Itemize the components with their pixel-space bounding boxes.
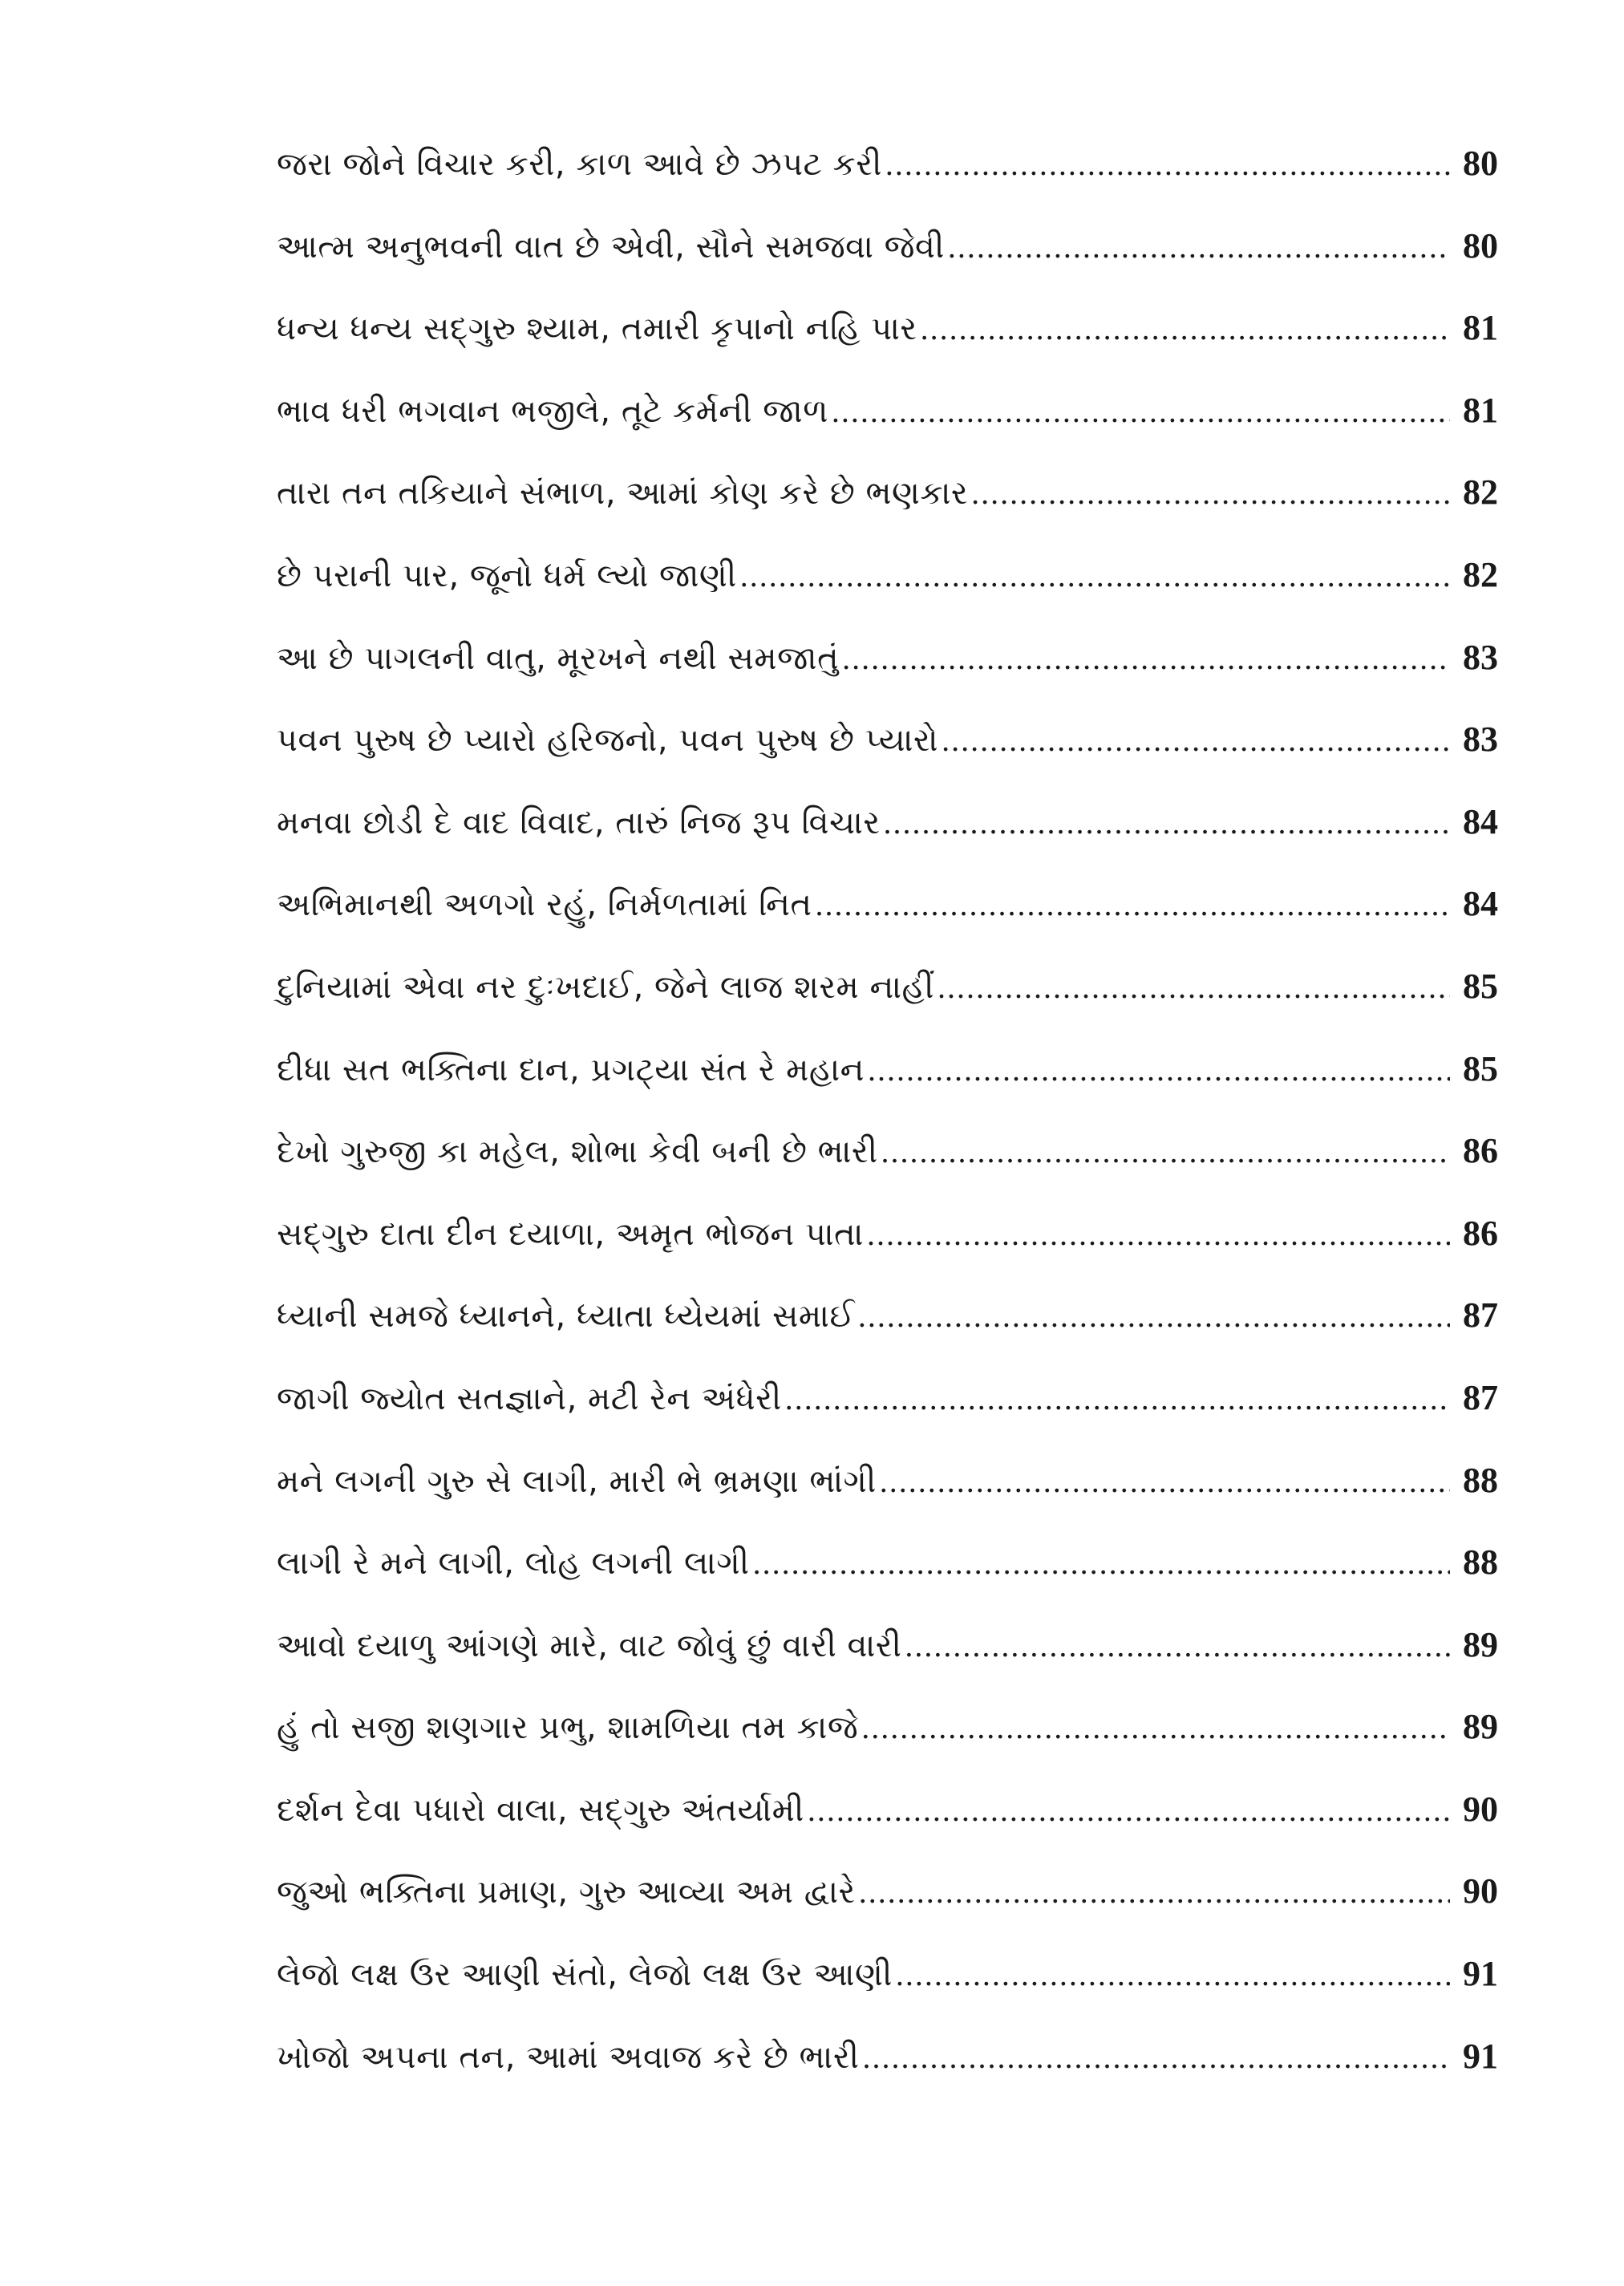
dot-leader bbox=[971, 464, 1450, 522]
toc-entry bbox=[277, 2028, 1498, 2110]
toc-entry-page-number: 82 bbox=[1463, 554, 1498, 594]
toc-entry-page-number: 83 bbox=[1463, 719, 1498, 760]
toc-entry-title: ખોજો અપના તન, આમાં અવાજ કરે છે ભારી bbox=[277, 2038, 860, 2076]
dot-leader bbox=[861, 1699, 1450, 1757]
toc-entry-title: લાગી રે મને લાગી, લોહ લગની લાગી bbox=[277, 1545, 750, 1583]
toc-entry-title: જાગી જ્યોત સતજ્ઞાને, મટી રેન અંધેરી bbox=[277, 1380, 782, 1417]
dot-leader bbox=[938, 959, 1450, 1016]
dot-leader bbox=[785, 1370, 1450, 1428]
dot-leader bbox=[816, 876, 1451, 934]
toc-entry-title: મનવા છોડી દે વાદ વિવાદ, તારું નિજ રૂપ વિચાર bbox=[277, 804, 881, 841]
toc-entry-title: ધન્ય ધન્ય સદ્‌ગુરુ શ્યામ, તમારી કૃપાનો નહિ પાર bbox=[277, 310, 917, 348]
toc-entry bbox=[277, 958, 1498, 1040]
dot-leader bbox=[885, 136, 1450, 193]
toc-entry-title: લેજો લક્ષ ઉર આણી સંતો, લેજો લક્ષ ઉર આણી bbox=[277, 1956, 893, 1994]
toc-entry bbox=[277, 1616, 1498, 1699]
toc-entry-title: આવો દયાળુ આંગણે મારે, વાટ જોવું છું વારી વારી bbox=[277, 1627, 902, 1664]
toc-entry-page-number: 89 bbox=[1463, 1624, 1498, 1664]
dot-leader bbox=[859, 1863, 1450, 1921]
toc-entry-title: દુનિયામાં એવા નર દુઃખદાઈ, જેને લાજ શરમ નાહીં bbox=[277, 968, 934, 1006]
dot-leader bbox=[740, 547, 1450, 605]
toc-entry-page-number: 84 bbox=[1463, 801, 1498, 841]
toc-entry bbox=[277, 217, 1498, 300]
toc-entry bbox=[277, 1698, 1498, 1781]
toc-entry bbox=[277, 1534, 1498, 1616]
toc-entry-page-number: 85 bbox=[1463, 966, 1498, 1006]
toc-entry bbox=[277, 875, 1498, 958]
dot-leader bbox=[753, 1534, 1450, 1592]
toc-entry bbox=[277, 464, 1498, 546]
toc-entry bbox=[277, 382, 1498, 464]
table-of-contents bbox=[277, 135, 1498, 2110]
toc-entry-title: દીધા સત ભક્તિના દાન, પ્રગટ્યા સંત રે મહાન bbox=[277, 1051, 865, 1088]
toc-entry-title: દર્શન દેવા પધારો વાલા, સદ્‌ગુરુ અંતર્યામી bbox=[277, 1791, 804, 1829]
dot-leader bbox=[867, 1206, 1450, 1263]
toc-entry-title: દેખો ગુરુજી કા મહેલ, શોભા કેવી બની છે ભારી bbox=[277, 1133, 878, 1171]
toc-entry-page-number: 80 bbox=[1463, 225, 1498, 265]
toc-entry-title: ભાવ ધરી ભગવાન ભજીલે, તૂટે કર્મની જાળ bbox=[277, 392, 828, 430]
toc-entry bbox=[277, 1862, 1498, 1945]
toc-entry-page-number: 86 bbox=[1463, 1131, 1498, 1171]
toc-entry bbox=[277, 1369, 1498, 1452]
dot-leader bbox=[905, 1617, 1450, 1675]
dot-leader bbox=[808, 1781, 1450, 1839]
toc-entry-page-number: 89 bbox=[1463, 1707, 1498, 1747]
toc-entry-title: જુઓ ભક્તિના પ્રમાણ, ગુરુ આવ્યા અમ દ્વારે bbox=[277, 1874, 856, 1911]
dot-leader bbox=[896, 1946, 1450, 2004]
dot-leader bbox=[858, 1287, 1450, 1345]
toc-entry-title: છે પરાની પાર, જૂનો ધર્મ લ્યો જાણી bbox=[277, 557, 737, 594]
toc-entry-title: મને લગની ગુરુ સે લાગી, મારી ભે ભ્રમણા ભાંગી bbox=[277, 1462, 877, 1500]
toc-entry-page-number: 91 bbox=[1463, 2036, 1498, 2076]
toc-entry-page-number: 80 bbox=[1463, 144, 1498, 183]
dot-leader bbox=[862, 2029, 1450, 2086]
toc-entry-page-number: 86 bbox=[1463, 1213, 1498, 1253]
toc-entry-page-number: 90 bbox=[1463, 1789, 1498, 1829]
dot-leader bbox=[948, 218, 1450, 276]
toc-entry bbox=[277, 1287, 1498, 1369]
toc-entry-page-number: 88 bbox=[1463, 1460, 1498, 1500]
dot-leader bbox=[884, 794, 1451, 852]
toc-entry bbox=[277, 1452, 1498, 1534]
toc-entry-title: અભિમાનથી અળગો રહું, નિર્મળતામાં નિત bbox=[277, 886, 812, 924]
toc-entry-title: જરા જોને વિચાર કરી, કાળ આવે છે ઝપટ કરી bbox=[277, 146, 882, 183]
toc-entry-title: સદ્‌ગુરુ દાતા દીન દયાળા, અમૃત ભોજન પાતા bbox=[277, 1215, 864, 1253]
toc-entry-title: આ છે પાગલની વાતુ, મૂરખને નથી સમજાતું bbox=[277, 639, 840, 677]
toc-entry bbox=[277, 629, 1498, 711]
toc-entry-title: પવન પુરુષ છે પ્યારો હરિજનો, પવન પુરુષ છે પ્યારો bbox=[277, 722, 939, 760]
dot-leader bbox=[842, 630, 1450, 687]
toc-entry bbox=[277, 711, 1498, 793]
toc-entry-title: ધ્યાની સમજે ધ્યાનને, ધ્યાતા ધ્યેયમાં સમાઈ bbox=[277, 1298, 855, 1336]
toc-entry-page-number: 83 bbox=[1463, 637, 1498, 677]
dot-leader bbox=[868, 1041, 1450, 1099]
toc-entry bbox=[277, 793, 1498, 876]
dot-leader bbox=[832, 383, 1450, 440]
toc-entry-title: હું તો સજી શણગાર પ્રભુ, શામળિયા તમ કાજે bbox=[277, 1709, 859, 1747]
toc-entry-page-number: 87 bbox=[1463, 1377, 1498, 1417]
toc-entry-page-number: 90 bbox=[1463, 1871, 1498, 1911]
toc-entry bbox=[277, 1945, 1498, 2028]
toc-entry bbox=[277, 1122, 1498, 1205]
toc-entry-page-number: 91 bbox=[1463, 1954, 1498, 1994]
toc-entry bbox=[277, 1040, 1498, 1123]
toc-entry bbox=[277, 135, 1498, 217]
toc-entry-page-number: 85 bbox=[1463, 1048, 1498, 1088]
dot-leader bbox=[921, 300, 1450, 358]
toc-entry-page-number: 81 bbox=[1463, 308, 1498, 348]
dot-leader bbox=[881, 1123, 1450, 1181]
toc-entry-page-number: 81 bbox=[1463, 390, 1498, 430]
dot-leader bbox=[942, 711, 1450, 769]
toc-entry-page-number: 84 bbox=[1463, 884, 1498, 924]
dot-leader bbox=[880, 1453, 1450, 1510]
toc-entry-page-number: 88 bbox=[1463, 1542, 1498, 1583]
toc-entry-title: આત્મ અનુભવની વાત છે એવી, સૌને સમજવા જેવી bbox=[277, 228, 945, 265]
toc-entry bbox=[277, 1205, 1498, 1287]
toc-entry bbox=[277, 1781, 1498, 1863]
toc-entry-title: તારા તન તકિયાને સંભાળ, આમાં કોણ કરે છે ભણકાર bbox=[277, 475, 969, 513]
toc-entry-page-number: 82 bbox=[1463, 472, 1498, 513]
toc-entry bbox=[277, 299, 1498, 382]
toc-entry bbox=[277, 546, 1498, 629]
toc-entry-page-number: 87 bbox=[1463, 1295, 1498, 1336]
